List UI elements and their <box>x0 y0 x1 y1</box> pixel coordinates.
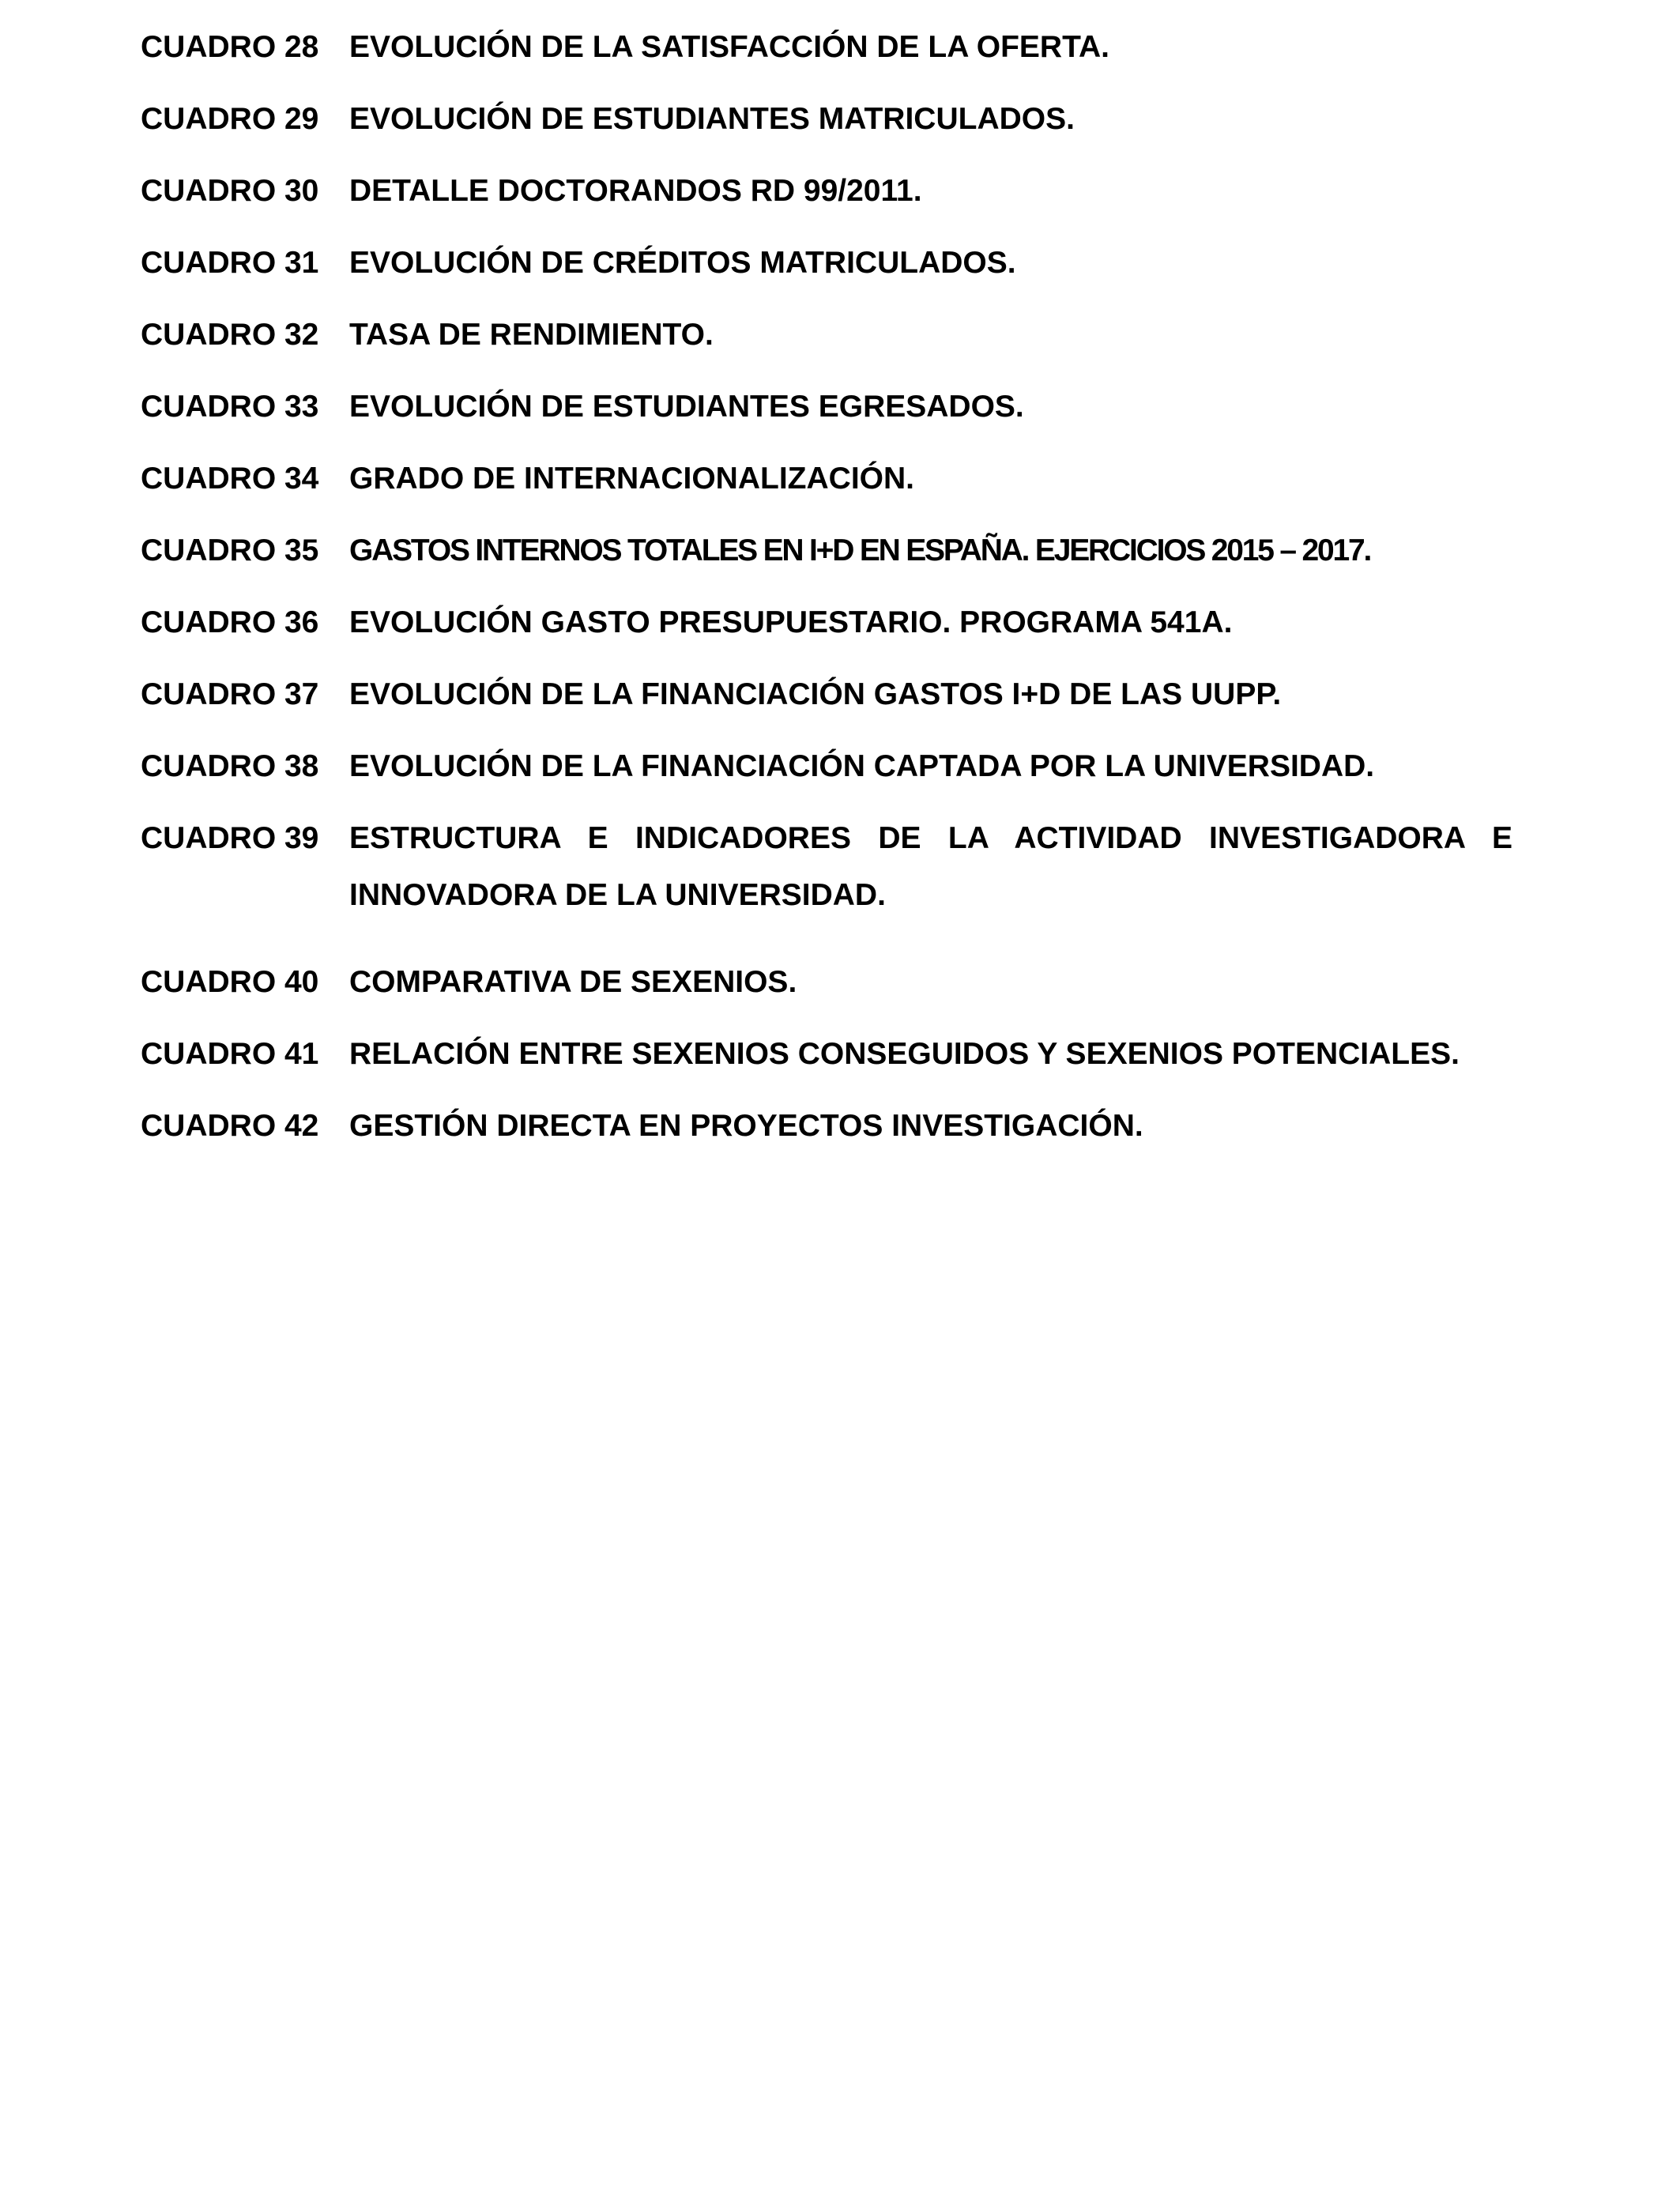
entry-title: GESTIÓN DIRECTA EN PROYECTOS INVESTIGACIÓN. <box>349 1109 1143 1143</box>
list-item <box>141 522 1512 594</box>
entry-label: CUADRO 32 <box>141 318 319 352</box>
list-item <box>141 1026 1512 1098</box>
entry-title: EVOLUCIÓN DE LA FINANCIACIÓN GASTOS I+D DE LAS UUPP. <box>349 677 1282 711</box>
entry-title: RELACIÓN ENTRE SEXENIOS CONSEGUIDOS Y SEXENIOS POTENCIALES. <box>349 1037 1460 1071</box>
entry-label: CUADRO 33 <box>141 390 319 424</box>
list-item <box>141 91 1512 163</box>
entry-label: CUADRO 40 <box>141 965 319 999</box>
entry-label: CUADRO 37 <box>141 677 319 711</box>
entry-label: CUADRO 41 <box>141 1037 319 1071</box>
entry-title: COMPARATIVA DE SEXENIOS. <box>349 965 797 999</box>
entry-label: CUADRO 35 <box>141 533 319 567</box>
list-item <box>141 810 1512 954</box>
list-item <box>141 19 1512 91</box>
list-item <box>141 1098 1512 1170</box>
list-item <box>141 163 1512 235</box>
entry-label: CUADRO 29 <box>141 102 319 136</box>
entry-title: ESTRUCTURA E INDICADORES DE LA ACTIVIDAD INVESTIGADORA E INNOVADORA DE LA UNIVERSIDAD. <box>349 821 1512 912</box>
entry-label: CUADRO 31 <box>141 246 319 280</box>
entry-label: CUADRO 28 <box>141 30 319 64</box>
table-index-list <box>141 19 1512 1170</box>
entry-title: DETALLE DOCTORANDOS RD 99/2011. <box>349 174 922 208</box>
entry-title: EVOLUCIÓN DE LA FINANCIACIÓN CAPTADA POR LA UNIVERSIDAD. <box>349 749 1375 783</box>
entry-label: CUADRO 39 <box>141 821 319 855</box>
entry-title: EVOLUCIÓN DE LA SATISFACCIÓN DE LA OFERTA. <box>349 30 1110 64</box>
entry-title: EVOLUCIÓN DE CRÉDITOS MATRICULADOS. <box>349 246 1016 280</box>
list-item <box>141 235 1512 307</box>
entry-label: CUADRO 42 <box>141 1109 319 1143</box>
list-item <box>141 954 1512 1026</box>
entry-title: GRADO DE INTERNACIONALIZACIÓN. <box>349 462 914 496</box>
list-item <box>141 307 1512 379</box>
entry-title: TASA DE RENDIMIENTO. <box>349 318 714 352</box>
entry-title: EVOLUCIÓN GASTO PRESUPUESTARIO. PROGRAMA 541A. <box>349 605 1233 639</box>
entry-label: CUADRO 36 <box>141 605 319 639</box>
list-item <box>141 450 1512 522</box>
list-item <box>141 738 1512 810</box>
entry-title: GASTOS INTERNOS TOTALES EN I+D EN ESPAÑA. EJERCICIOS 2015 – 2017. <box>349 533 1371 567</box>
entry-title: EVOLUCIÓN DE ESTUDIANTES MATRICULADOS. <box>349 102 1075 136</box>
list-item <box>141 379 1512 450</box>
list-item <box>141 666 1512 738</box>
entry-label: CUADRO 34 <box>141 462 319 496</box>
entry-title: EVOLUCIÓN DE ESTUDIANTES EGRESADOS. <box>349 390 1024 424</box>
entry-label: CUADRO 30 <box>141 174 319 208</box>
entry-label: CUADRO 38 <box>141 749 319 783</box>
list-item <box>141 594 1512 666</box>
